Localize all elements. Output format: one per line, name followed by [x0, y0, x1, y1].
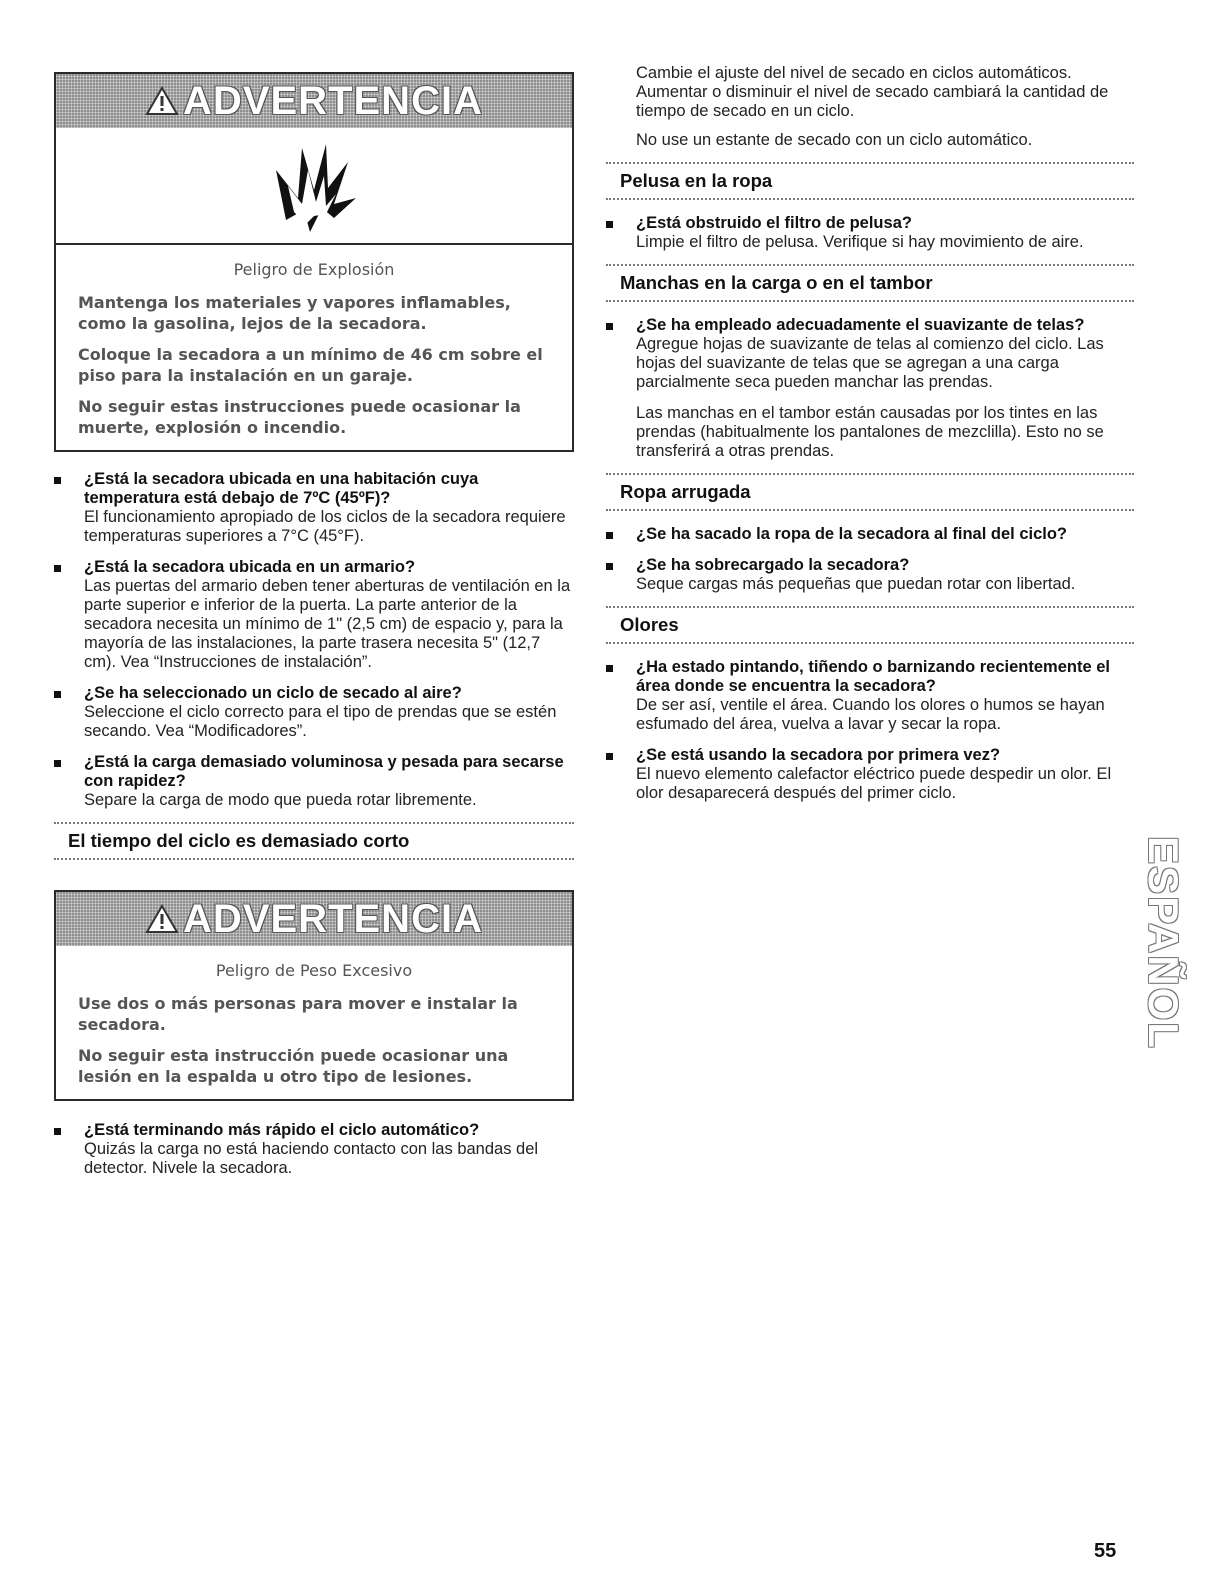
- warning-title: ADVERTENCIA: [183, 896, 483, 941]
- answer: Quizás la carga no está haciendo contacto con las bandas del detector. Nivele la secadora.: [84, 1140, 539, 1177]
- section-wrinkled: [606, 473, 1134, 594]
- list-item: [54, 753, 574, 810]
- section-heading: El tiempo del ciclo es demasiado corto: [54, 822, 574, 860]
- list-item: [54, 684, 574, 741]
- question: ¿Se está usando la secadora por primera vez?: [636, 746, 1001, 764]
- hazard-title: Peligro de Explosión: [233, 260, 395, 279]
- question: ¿Está terminando más rápido el ciclo automático?: [84, 1121, 480, 1139]
- question: ¿Se ha sobrecargado la secadora?: [636, 556, 910, 574]
- section-stains: [606, 264, 1134, 461]
- language-side-tab: [1136, 825, 1190, 1060]
- paragraph: Las manchas en el tambor están causadas por los tintes en las prendas (habitualmente los pantalones de mezclilla). Esto no se transferirá a otras prendas.: [636, 404, 1104, 460]
- question: ¿Está la secadora ubicada en una habitación cuya temperatura está debajo de 7ºC (45ºF)?: [84, 470, 479, 507]
- list-item: [54, 1121, 574, 1178]
- warning-line: Mantenga los materiales y vapores inflamables, como la gasolina, lejos de la secadora.: [78, 293, 511, 333]
- bullet: [606, 753, 613, 760]
- section-odors: [606, 606, 1134, 803]
- bullet: [54, 565, 61, 572]
- bullet: [606, 532, 613, 539]
- right-column: [606, 64, 1134, 815]
- question: ¿Está obstruido el filtro de pelusa?: [636, 214, 912, 232]
- bullet: [54, 477, 61, 484]
- explosion-warning-box: [54, 72, 574, 452]
- warning-header: [56, 74, 572, 128]
- explosion-icon: [264, 140, 364, 232]
- section-heading: Ropa arrugada: [606, 473, 1134, 511]
- left-column: [54, 72, 574, 1190]
- page-number: 55: [1094, 1540, 1117, 1562]
- bullet: [606, 563, 613, 570]
- section-heading: Olores: [606, 606, 1134, 644]
- answer: Agregue hojas de suavizante de telas al comienzo del ciclo. Las hojas del suavizante de telas que se agregan a una carga parcialmente seca pueden manchar las prendas.: [636, 335, 1104, 391]
- bullet: [54, 760, 61, 767]
- list-item: [606, 214, 1134, 252]
- question: ¿Está la secadora ubicada en un armario?: [84, 558, 416, 576]
- warning-line: No seguir estas instrucciones puede ocasionar la muerte, explosión o incendio.: [78, 397, 521, 437]
- warning-line: Coloque la secadora a un mínimo de 46 cm sobre el piso para la instalación en un garaje.: [78, 345, 543, 385]
- short-item-list: [54, 1121, 574, 1178]
- list-item: [606, 556, 1134, 594]
- answer: De ser así, ventile el área. Cuando los olores o humos se hayan esfumado del área, vuelva a lavar y secar la ropa.: [636, 696, 1105, 733]
- question: ¿Está la carga demasiado voluminosa y pesada para secarse con rapidez?: [84, 753, 564, 790]
- warning-title: ADVERTENCIA: [183, 78, 483, 123]
- answer: El nuevo elemento calefactor eléctrico puede despedir un olor. El olor desaparecerá después del primer ciclo.: [636, 765, 1112, 802]
- question: ¿Se ha sacado la ropa de la secadora al final del ciclo?: [636, 525, 1067, 543]
- list-item: [606, 525, 1134, 544]
- question: ¿Se ha empleado adecuadamente el suavizante de telas?: [636, 316, 1085, 334]
- section-heading: Pelusa en la ropa: [606, 162, 1134, 200]
- list-item: [54, 470, 574, 546]
- answer: Seleccione el ciclo correcto para el tipo de prendas que se estén secando. Vea “Modificadores”.: [84, 703, 557, 740]
- intro-paragraph: No use un estante de secado con un ciclo automático.: [636, 131, 1033, 149]
- bullet: [606, 221, 613, 228]
- list-item: [54, 558, 574, 672]
- warning-line: Use dos o más personas para mover e instalar la secadora.: [78, 994, 518, 1034]
- intro-paragraph: Cambie el ajuste del nivel de secado en ciclos automáticos. Aumentar o disminuir el nivel de secado cambiará la cantidad de tiempo de secado en un ciclo.: [636, 64, 1109, 120]
- answer: Limpie el filtro de pelusa. Verifique si hay movimiento de aire.: [636, 233, 1084, 251]
- list-item: [606, 316, 1134, 392]
- list-item: [606, 746, 1134, 803]
- bullet: [606, 323, 613, 330]
- bullet: [606, 665, 613, 672]
- section-lint: [606, 162, 1134, 252]
- bullet: [54, 691, 61, 698]
- warning-triangle-icon: [145, 904, 179, 934]
- list-item: [606, 658, 1134, 734]
- question: ¿Se ha seleccionado un ciclo de secado al aire?: [84, 684, 462, 702]
- warning-header: [56, 892, 572, 946]
- warning-line: No seguir esta instrucción puede ocasionar una lesión en la espalda u otro tipo de lesiones.: [78, 1046, 509, 1086]
- answer: El funcionamiento apropiado de los ciclos de la secadora requiere temperaturas superiores a 7°C (45°F).: [84, 508, 566, 545]
- hazard-title: Peligro de Peso Excesivo: [215, 961, 413, 980]
- answer: Separe la carga de modo que pueda rotar libremente.: [84, 791, 477, 809]
- left-item-list: [54, 470, 574, 810]
- answer: Seque cargas más pequeñas que puedan rotar con libertad.: [636, 575, 1076, 593]
- answer: Las puertas del armario deben tener aberturas de ventilación en la parte superior e inferior de la puerta. La parte anterior de la secadora necesita un mínimo de 1" (2,5 cm) de espacio y, para la mayoría de las instalaciones, la parte trasera necesita 5" (12,7 cm). Vea “Instrucciones de instalación”.: [84, 577, 571, 671]
- question: ¿Ha estado pintando, tiñendo o barnizando recientemente el área donde se encuentra la secadora?: [636, 658, 1110, 695]
- side-tab-label: ESPAÑOL: [1140, 835, 1188, 1050]
- section-short-cycle: [54, 822, 574, 860]
- section-heading: Manchas en la carga o en el tambor: [606, 264, 1134, 302]
- warning-triangle-icon: [145, 86, 179, 116]
- weight-warning-box: [54, 890, 574, 1101]
- bullet: [54, 1128, 61, 1135]
